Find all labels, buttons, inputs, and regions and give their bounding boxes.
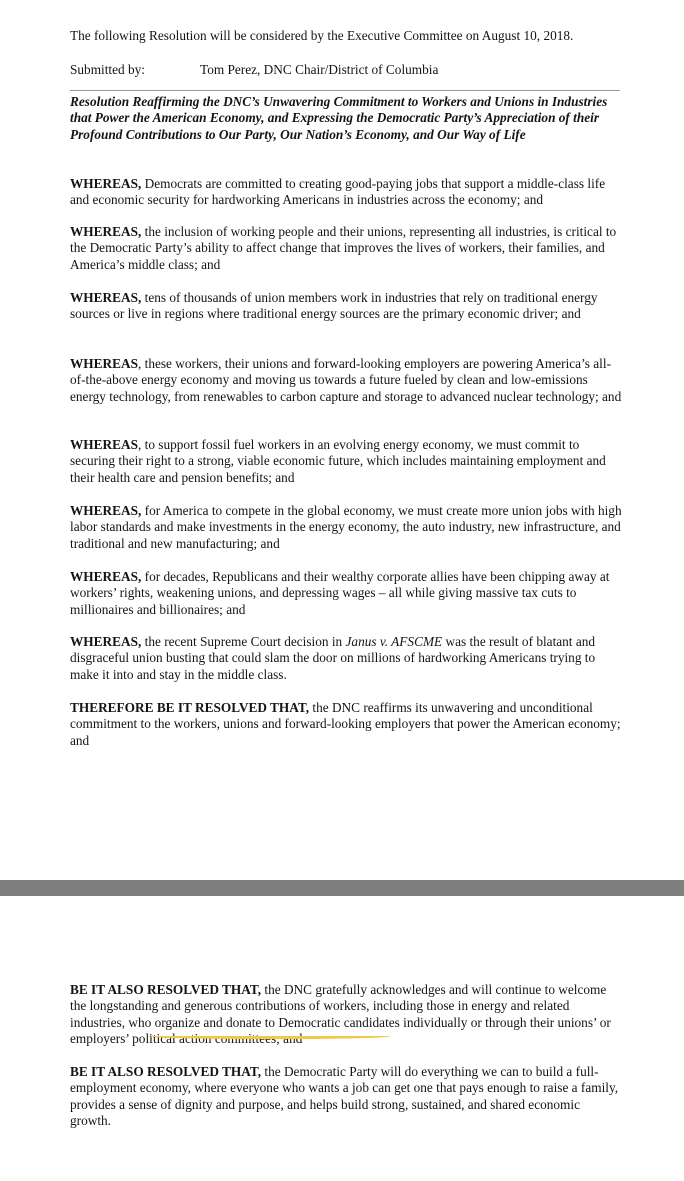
- whereas-section: [70, 176, 622, 748]
- also-resolved-paragraph: [70, 1064, 622, 1130]
- whereas-paragraph: [70, 569, 622, 618]
- whereas-paragraph: [70, 356, 622, 405]
- highlighter-mark: [150, 1032, 390, 1039]
- resolved-text: the DNC reaffirms its unwavering and unconditional commitment to the workers, unions and forward-looking employers that power the American economy; and: [70, 700, 621, 748]
- whereas-keyword: WHEREAS,: [70, 176, 142, 191]
- whereas-keyword: WHEREAS,: [70, 503, 142, 518]
- page-break: [0, 880, 684, 896]
- whereas-paragraph: [70, 503, 622, 552]
- also-resolved-text: the Democratic Party will do everything we can to build a full-employment economy, where everyone who wants a job can get one that pays enough to raise a family, provides a sense of dignity and purpose, and helps build strong, sustained, and shared economic growth.: [70, 1064, 619, 1129]
- whereas-text: the inclusion of working people and their unions, representing all industries, is critical to the Democratic Party’s ability to affect change that improves the lives of workers, their families, and America’s middle class; and: [70, 224, 617, 272]
- whereas-text: for decades, Republicans and their wealthy corporate allies have been chipping away at workers’ rights, weakening unions, and depressing wages – all while giving massive tax cuts to millionaires and billionaires; and: [70, 569, 610, 617]
- whereas-text: Democrats are committed to creating good-paying jobs that support a middle-class life and economic security for hardworking Americans in industries across the economy; and: [70, 176, 606, 208]
- document-page-2: [0, 896, 684, 1181]
- janus-text-pre: the recent Supreme Court decision in: [141, 634, 346, 649]
- janus-text-post: was the result of blatant and disgraceful union busting that could slam the door on millions of hardworking Americans trying to make it into and stay in the middle class.: [70, 634, 596, 682]
- whereas-paragraph: [70, 437, 622, 486]
- whereas-paragraph: [70, 224, 622, 273]
- whereas-keyword: WHEREAS: [70, 437, 138, 452]
- also-resolved-keyword: BE IT ALSO RESOLVED THAT,: [70, 1064, 262, 1079]
- whereas-text: , to support fossil fuel workers in an evolving energy economy, we must commit to securing their right to a strong, viable economic future, which includes maintaining employment and their health care and pension benefits; and: [70, 437, 606, 485]
- also-resolved-keyword: BE IT ALSO RESOLVED THAT,: [70, 982, 262, 997]
- submitted-value: Tom Perez, DNC Chair/District of Columbia: [200, 62, 439, 77]
- janus-case-name: Janus v. AFSCME: [345, 634, 443, 649]
- consideration-line: The following Resolution will be considered by the Executive Committee on August 10, 2018.: [70, 28, 574, 43]
- whereas-keyword: WHEREAS,: [70, 290, 142, 305]
- whereas-keyword: WHEREAS,: [70, 569, 142, 584]
- header-divider: [70, 90, 620, 91]
- whereas-text: tens of thousands of union members work in industries that rely on traditional energy sources or live in regions where traditional energy sources are the primary economic driver; and: [70, 290, 598, 322]
- whereas-text: for America to compete in the global economy, we must create more union jobs with high labor standards and make investments in the energy economy, the auto industry, new infrastructure, and traditional and new manufacturing; and: [70, 503, 622, 551]
- also-resolved-section: [70, 982, 622, 1172]
- whereas-paragraph: [70, 290, 622, 323]
- janus-paragraph: [70, 634, 622, 683]
- whereas-keyword: WHEREAS: [70, 356, 138, 371]
- resolved-paragraph: [70, 700, 622, 749]
- submitted-label: Submitted by:: [70, 62, 145, 77]
- whereas-paragraph: [70, 176, 622, 209]
- also-resolved-text: the DNC gratefully acknowledges and will continue to welcome the longstanding and generous contributions of workers, including those in energy and related industries, who organize and donate to Democratic candidates individually or through their unions’ or employers’ political action committees; and: [70, 982, 611, 1047]
- whereas-text: , these workers, their unions and forward-looking employers are powering America’s all-of-the-above energy economy and moving us towards a future fueled by clean and low-emissions energy technology, from renewables to carbon capture and storage to advanced nuclear technology; and: [70, 356, 622, 404]
- resolution-title: Resolution Reaffirming the DNC’s Unwavering Commitment to Workers and Unions in Industries that Power the American Economy, and Expressing the Democratic Party’s Appreciation of their Profound Contributions to Our Party, Our Nation’s Economy, and Our Way of Life: [70, 94, 608, 142]
- whereas-keyword: WHEREAS,: [70, 634, 142, 649]
- whereas-keyword: WHEREAS,: [70, 224, 142, 239]
- resolved-keyword: THEREFORE BE IT RESOLVED THAT,: [70, 700, 310, 715]
